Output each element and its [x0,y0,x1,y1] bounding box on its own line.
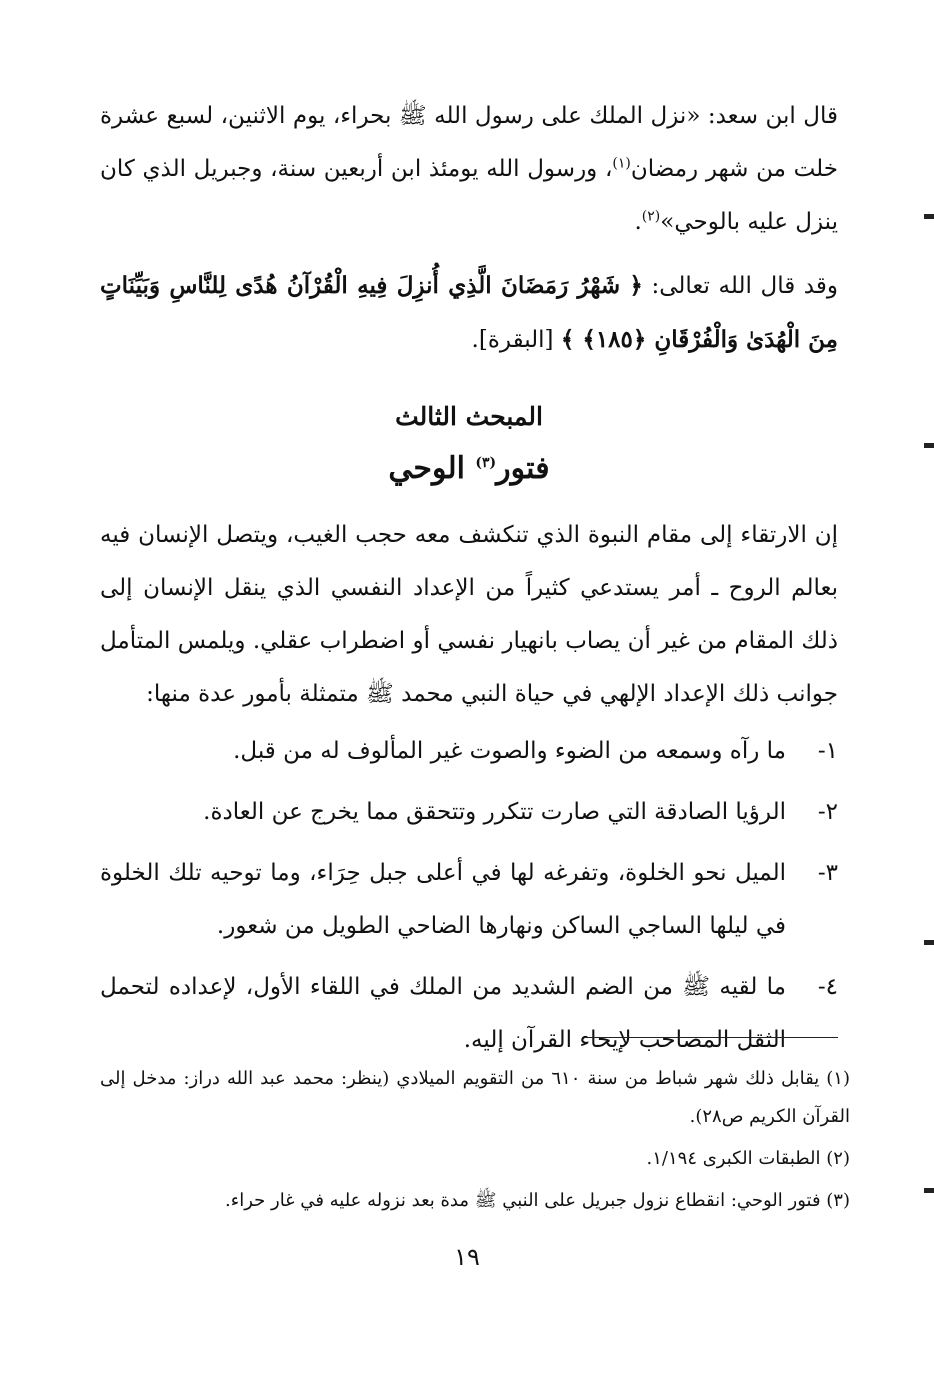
paragraph-text: قال ابن سعد: «نزل الملك على رسول الله ﷺ بحراء، يوم الاثنين، لسبع عشرة خلت من شهر رمضان [100,103,838,182]
chapter-title [100,445,838,493]
list-number: ٣- [817,860,838,886]
footnote-ref-1[interactable]: (١) [612,155,631,172]
footnote-1: (١) يقابل ذلك شهر شباط من سنة ٦١٠ من التقويم الميلادي (ينظر: محمد عبد الله دراز: مدخل إلى القرآن الكريم ص٢٨). [100,1068,850,1127]
section-title: المبحث الثالث [395,402,543,431]
paragraph-text: ، ورسول الله يومئذ ابن أربعين سنة، وجبريل الذي كان ينزل عليه بالوحي» [100,156,838,235]
page-number: ١٩ [454,1243,480,1271]
chapter-title-text: الوحي [388,451,476,486]
chapter-title-text: فتور [496,451,550,486]
footnote-ref-2[interactable]: (٢) [641,208,661,225]
paragraph-text: . [634,209,642,235]
footnote-ref-3[interactable]: (٣) [475,455,497,471]
list-item [100,725,838,778]
footnote-3: (٣) فتور الوحي: انقطاع نزول جبريل على النبي ﷺ مدة بعد نزوله عليه في غار حراء. [225,1190,850,1211]
footnote-2: (٢) الطبقات الكبرى ١/١٩٤. [646,1148,850,1169]
list-number: ٤- [817,974,838,1000]
paragraph-quran [100,259,838,367]
list-number: ٢- [817,799,838,825]
footnote-separator [586,1037,838,1038]
quran-source: [البقرة]. [471,327,561,353]
list-item [100,847,838,953]
paragraph-text: وقد قال الله تعالى: [642,273,838,299]
paragraph-intro: إن الارتقاء إلى مقام النبوة الذي تنكشف معه حجب الغيب، ويتصل الإنسان فيه بعالم الروح ـ أمر يستدعي كثيراً من الإعداد النفسي الذي ينقل الإنسان إلى ذلك المقام من غير أن يصاب بانهيار نفسي أو اضطراب عقلي. ويلمس المتأمل جوانب ذلك الإعداد الإلهي في حياة النبي محمد ﷺ متمثلة بأمور عدة منها: [100,522,838,707]
page-body [100,90,838,1075]
scan-edge-mark [924,214,934,219]
list-text: الرؤيا الصادقة التي صارت تتكرر وتتحقق مما يخرج عن العادة. [203,799,786,825]
scan-edge-mark [924,1188,934,1193]
quran-verse: ﴿ شَهْرُ رَمَضَانَ الَّذِي أُنزِلَ فِيهِ الْقُرْآنُ هُدًى لِلنَّاسِ وَبَيِّنَاتٍ مِنَ الْهُدَىٰ وَالْفُرْقَانِ ﴿١٨٥﴾ ﴾ [100,272,838,353]
footnotes [100,1060,850,1224]
scan-edge-mark [924,443,934,448]
list-item [100,786,838,839]
preparation-list [100,725,838,1067]
list-text: ما رآه وسمعه من الضوء والصوت غير المألوف له من قبل. [233,738,786,764]
scan-edge-mark [924,940,934,945]
paragraph-ibn-saad [100,90,838,249]
list-item [100,961,838,1067]
list-text: ما لقيه ﷺ من الضم الشديد من الملك في اللقاء الأول، لإعداده لتحمل الثقل المصاحب لإيحاء القرآن إليه. [100,974,786,1053]
list-number: ١- [817,738,838,764]
list-text: الميل نحو الخلوة، وتفرغه لها في أعلى جبل حِرَاء، وما توحيه تلك الخلوة في ليلها الساجي الساكن ونهارها الضاحي الطويل من شعور. [100,860,786,939]
